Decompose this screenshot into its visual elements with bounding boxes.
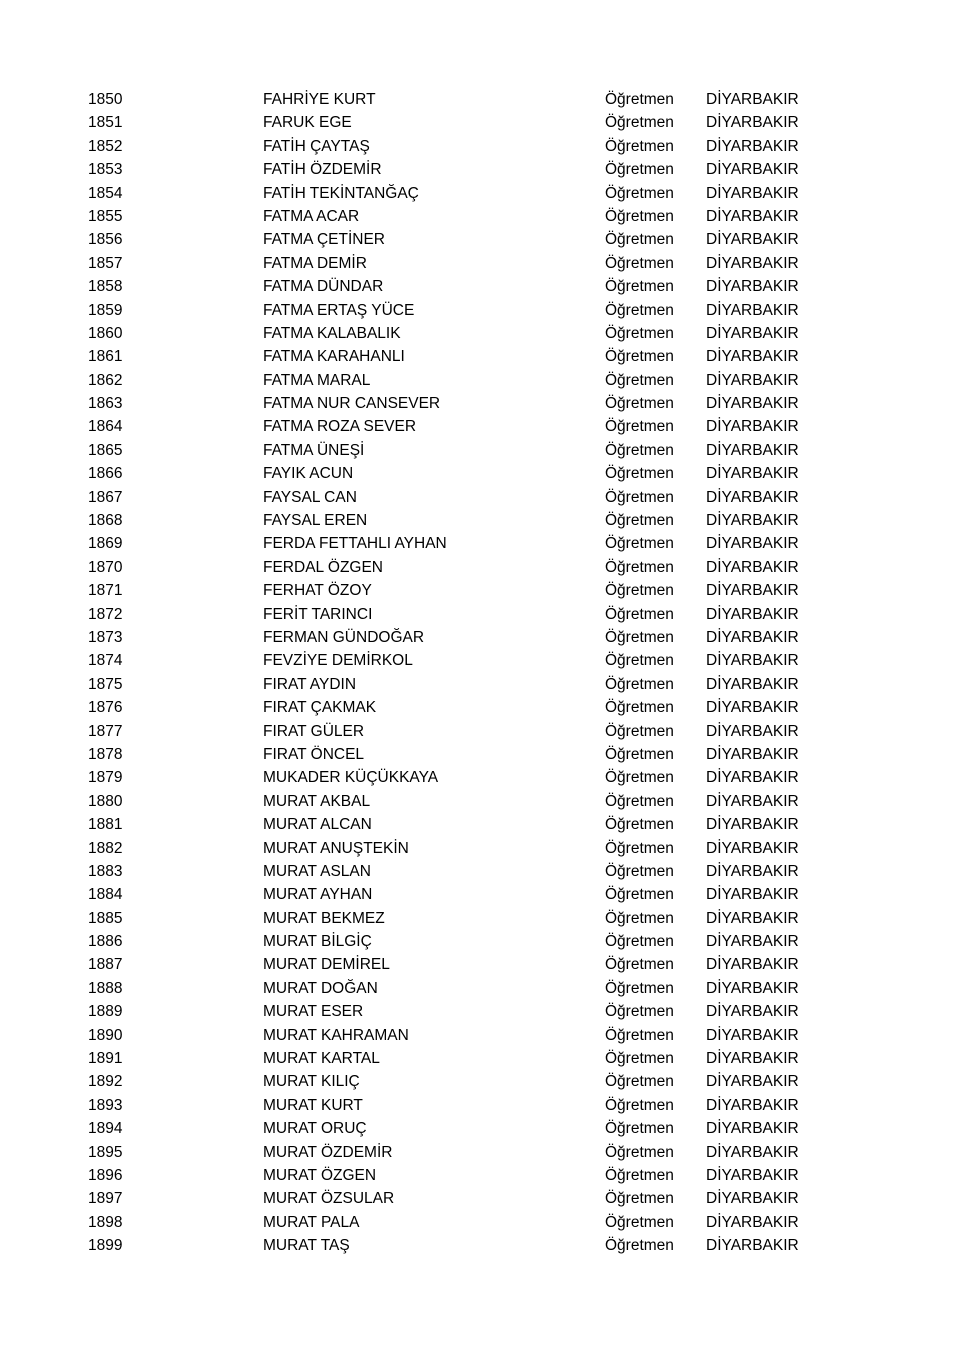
row-number: 1862: [88, 371, 123, 389]
row-role: Öğretmen: [605, 1166, 674, 1184]
table-row: [0, 1000, 960, 1023]
row-city: DİYARBAKIR: [706, 512, 799, 530]
row-city: DİYARBAKIR: [706, 862, 799, 880]
row-city: DİYARBAKIR: [706, 1190, 799, 1208]
row-name: MURAT ÖZDEMİR: [263, 1143, 393, 1161]
row-city: DİYARBAKIR: [706, 933, 799, 951]
row-city: DİYARBAKIR: [706, 1026, 799, 1044]
row-role: Öğretmen: [605, 722, 674, 740]
table-row: [0, 1094, 960, 1117]
table-row: [0, 1047, 960, 1070]
row-city: DİYARBAKIR: [706, 909, 799, 927]
row-role: Öğretmen: [605, 956, 674, 974]
row-city: DİYARBAKIR: [706, 1073, 799, 1091]
row-name: MURAT ASLAN: [263, 862, 371, 880]
row-role: Öğretmen: [605, 699, 674, 717]
row-number: 1892: [88, 1073, 123, 1091]
row-role: Öğretmen: [605, 1237, 674, 1255]
row-number: 1870: [88, 558, 123, 576]
row-number: 1890: [88, 1026, 123, 1044]
row-role: Öğretmen: [605, 933, 674, 951]
row-name: FATMA ERTAŞ YÜCE: [263, 301, 415, 319]
row-number: 1888: [88, 979, 123, 997]
row-city: DİYARBAKIR: [706, 207, 799, 225]
row-role: Öğretmen: [605, 535, 674, 553]
row-city: DİYARBAKIR: [706, 254, 799, 272]
row-name: FATMA MARAL: [263, 371, 371, 389]
row-name: FATİH ÖZDEMİR: [263, 161, 382, 179]
row-name: FIRAT ÖNCEL: [263, 745, 365, 763]
row-name: FERHAT ÖZOY: [263, 582, 372, 600]
row-name: FATMA KALABALIK: [263, 324, 401, 342]
row-number: 1876: [88, 699, 123, 717]
row-name: FERMAN GÜNDOĞAR: [263, 628, 425, 646]
row-role: Öğretmen: [605, 371, 674, 389]
row-name: MURAT BİLGİÇ: [263, 933, 372, 951]
table-row: [0, 509, 960, 532]
row-role: Öğretmen: [605, 301, 674, 319]
row-name: MURAT ORUÇ: [263, 1120, 367, 1138]
table-row: [0, 907, 960, 930]
row-city: DİYARBAKIR: [706, 441, 799, 459]
row-role: Öğretmen: [605, 675, 674, 693]
row-name: FATMA DÜNDAR: [263, 278, 384, 296]
row-city: DİYARBAKIR: [706, 348, 799, 366]
row-city: DİYARBAKIR: [706, 745, 799, 763]
row-name: MURAT AKBAL: [263, 792, 371, 810]
row-name: FATMA ACAR: [263, 207, 360, 225]
row-role: Öğretmen: [605, 254, 674, 272]
row-number: 1873: [88, 628, 123, 646]
row-role: Öğretmen: [605, 348, 674, 366]
row-role: Öğretmen: [605, 441, 674, 459]
row-role: Öğretmen: [605, 1050, 674, 1068]
table-row: [0, 556, 960, 579]
row-name: FATMA ÜNEŞİ: [263, 441, 365, 459]
row-role: Öğretmen: [605, 207, 674, 225]
table-row: [0, 369, 960, 392]
row-number: 1850: [88, 91, 123, 108]
table-row: [0, 603, 960, 626]
row-name: FAYSAL CAN: [263, 488, 357, 506]
row-number: 1857: [88, 254, 123, 272]
row-name: FATMA NUR CANSEVER: [263, 395, 441, 413]
row-role: Öğretmen: [605, 465, 674, 483]
row-role: Öğretmen: [605, 278, 674, 296]
row-city: DİYARBAKIR: [706, 605, 799, 623]
row-role: Öğretmen: [605, 1213, 674, 1231]
row-number: 1861: [88, 348, 123, 366]
row-name: FARUK EGE: [263, 114, 352, 132]
row-role: Öğretmen: [605, 909, 674, 927]
table-row: [0, 673, 960, 696]
row-city: DİYARBAKIR: [706, 114, 799, 132]
row-name: MURAT KAHRAMAN: [263, 1026, 409, 1044]
row-name: MURAT DOĞAN: [263, 979, 378, 997]
row-role: Öğretmen: [605, 979, 674, 997]
row-name: MURAT ALCAN: [263, 816, 372, 834]
row-role: Öğretmen: [605, 1003, 674, 1021]
row-number: 1852: [88, 137, 123, 155]
table-row: [0, 392, 960, 415]
row-name: FATMA ROZA SEVER: [263, 418, 417, 436]
row-city: DİYARBAKIR: [706, 886, 799, 904]
table-row: [0, 486, 960, 509]
row-city: DİYARBAKIR: [706, 278, 799, 296]
table-row: [0, 1164, 960, 1187]
row-role: Öğretmen: [605, 418, 674, 436]
row-name: MURAT ÖZGEN: [263, 1166, 377, 1184]
row-number: 1899: [88, 1237, 123, 1255]
row-number: 1869: [88, 535, 123, 553]
row-number: 1896: [88, 1166, 123, 1184]
row-name: MURAT PALA: [263, 1213, 360, 1231]
row-name: MURAT KURT: [263, 1096, 363, 1114]
row-city: DİYARBAKIR: [706, 161, 799, 179]
row-city: DİYARBAKIR: [706, 1143, 799, 1161]
row-role: Öğretmen: [605, 1073, 674, 1091]
table-row: [0, 977, 960, 1000]
row-city: DİYARBAKIR: [706, 816, 799, 834]
table-row: [0, 111, 960, 134]
table-row: [0, 883, 960, 906]
row-name: MURAT KARTAL: [263, 1050, 380, 1068]
row-role: Öğretmen: [605, 488, 674, 506]
row-number: 1871: [88, 582, 123, 600]
row-city: DİYARBAKIR: [706, 1096, 799, 1114]
row-role: Öğretmen: [605, 886, 674, 904]
table-row: [0, 1234, 960, 1257]
row-number: 1898: [88, 1213, 123, 1231]
table-row: [0, 860, 960, 883]
row-name: FATMA DEMİR: [263, 254, 367, 272]
row-name: FIRAT GÜLER: [263, 722, 365, 740]
table-row: [0, 743, 960, 766]
table-row: [0, 790, 960, 813]
table-row: [0, 299, 960, 322]
row-role: Öğretmen: [605, 745, 674, 763]
row-role: Öğretmen: [605, 862, 674, 880]
row-name: MURAT AYHAN: [263, 886, 373, 904]
table-row: [0, 1141, 960, 1164]
row-number: 1851: [88, 114, 123, 132]
row-role: Öğretmen: [605, 1120, 674, 1138]
table-row: [0, 696, 960, 719]
table-row: [0, 1211, 960, 1234]
table-row: [0, 88, 960, 111]
row-city: DİYARBAKIR: [706, 1166, 799, 1184]
row-number: 1854: [88, 184, 123, 202]
row-city: DİYARBAKIR: [706, 231, 799, 249]
row-number: 1887: [88, 956, 123, 974]
row-number: 1886: [88, 933, 123, 951]
row-city: DİYARBAKIR: [706, 535, 799, 553]
row-city: DİYARBAKIR: [706, 675, 799, 693]
row-name: MURAT ÖZSULAR: [263, 1190, 395, 1208]
row-city: DİYARBAKIR: [706, 839, 799, 857]
row-city: DİYARBAKIR: [706, 91, 799, 108]
row-number: 1866: [88, 465, 123, 483]
table-row: [0, 415, 960, 438]
row-name: MURAT BEKMEZ: [263, 909, 385, 927]
row-city: DİYARBAKIR: [706, 582, 799, 600]
table-row: [0, 626, 960, 649]
row-number: 1859: [88, 301, 123, 319]
row-number: 1872: [88, 605, 123, 623]
row-role: Öğretmen: [605, 114, 674, 132]
row-number: 1882: [88, 839, 123, 857]
row-number: 1878: [88, 745, 123, 763]
row-role: Öğretmen: [605, 324, 674, 342]
row-role: Öğretmen: [605, 1143, 674, 1161]
row-role: Öğretmen: [605, 91, 674, 108]
table-row: [0, 345, 960, 368]
row-city: DİYARBAKIR: [706, 184, 799, 202]
row-city: DİYARBAKIR: [706, 956, 799, 974]
row-name: FATİH TEKİNTANĞAÇ: [263, 184, 419, 202]
table-row: [0, 275, 960, 298]
row-number: 1874: [88, 652, 123, 670]
row-number: 1860: [88, 324, 123, 342]
row-role: Öğretmen: [605, 231, 674, 249]
row-number: 1865: [88, 441, 123, 459]
row-name: MURAT ESER: [263, 1003, 364, 1021]
row-name: FATMA KARAHANLI: [263, 348, 405, 366]
row-number: 1855: [88, 207, 123, 225]
table-row: [0, 182, 960, 205]
row-number: 1893: [88, 1096, 123, 1114]
row-city: DİYARBAKIR: [706, 652, 799, 670]
row-city: DİYARBAKIR: [706, 558, 799, 576]
row-city: DİYARBAKIR: [706, 769, 799, 787]
row-city: DİYARBAKIR: [706, 395, 799, 413]
row-city: DİYARBAKIR: [706, 465, 799, 483]
row-name: FERDA FETTAHLI AYHAN: [263, 535, 447, 553]
table-row: [0, 135, 960, 158]
row-role: Öğretmen: [605, 1190, 674, 1208]
row-city: DİYARBAKIR: [706, 699, 799, 717]
row-number: 1863: [88, 395, 123, 413]
row-name: MUKADER KÜÇÜKKAYA: [263, 769, 439, 787]
table-row: [0, 532, 960, 555]
row-name: FIRAT AYDIN: [263, 675, 357, 693]
row-city: DİYARBAKIR: [706, 137, 799, 155]
row-number: 1875: [88, 675, 123, 693]
row-city: DİYARBAKIR: [706, 792, 799, 810]
table-row: [0, 1070, 960, 1093]
row-number: 1858: [88, 278, 123, 296]
row-role: Öğretmen: [605, 1026, 674, 1044]
table-row: [0, 322, 960, 345]
row-name: MURAT KILIÇ: [263, 1073, 360, 1091]
row-name: MURAT TAŞ: [263, 1237, 350, 1255]
row-number: 1880: [88, 792, 123, 810]
row-number: 1867: [88, 488, 123, 506]
row-city: DİYARBAKIR: [706, 371, 799, 389]
row-role: Öğretmen: [605, 605, 674, 623]
document-list: [0, 88, 960, 1258]
table-row: [0, 1024, 960, 1047]
row-number: 1889: [88, 1003, 123, 1021]
row-role: Öğretmen: [605, 582, 674, 600]
row-city: DİYARBAKIR: [706, 1237, 799, 1255]
table-row: [0, 158, 960, 181]
table-row: [0, 720, 960, 743]
row-name: FIRAT ÇAKMAK: [263, 699, 377, 717]
row-number: 1883: [88, 862, 123, 880]
row-city: DİYARBAKIR: [706, 301, 799, 319]
row-number: 1879: [88, 769, 123, 787]
row-city: DİYARBAKIR: [706, 1003, 799, 1021]
row-name: FERİT TARINCI: [263, 605, 373, 623]
row-city: DİYARBAKIR: [706, 1050, 799, 1068]
row-name: MURAT ANUŞTEKİN: [263, 839, 409, 857]
table-row: [0, 205, 960, 228]
table-row: [0, 579, 960, 602]
row-role: Öğretmen: [605, 769, 674, 787]
row-role: Öğretmen: [605, 184, 674, 202]
row-name: FAYIK ACUN: [263, 465, 354, 483]
row-number: 1895: [88, 1143, 123, 1161]
row-city: DİYARBAKIR: [706, 418, 799, 436]
row-city: DİYARBAKIR: [706, 1213, 799, 1231]
row-name: FAYSAL EREN: [263, 512, 368, 530]
row-number: 1868: [88, 512, 123, 530]
row-role: Öğretmen: [605, 628, 674, 646]
table-row: [0, 228, 960, 251]
row-role: Öğretmen: [605, 161, 674, 179]
row-role: Öğretmen: [605, 395, 674, 413]
row-name: FATMA ÇETİNER: [263, 231, 386, 249]
table-row: [0, 837, 960, 860]
row-number: 1894: [88, 1120, 123, 1138]
table-row: [0, 930, 960, 953]
row-city: DİYARBAKIR: [706, 488, 799, 506]
table-row: [0, 462, 960, 485]
table-row: [0, 953, 960, 976]
row-name: FEVZİYE DEMİRKOL: [263, 652, 413, 670]
table-row: [0, 649, 960, 672]
row-number: 1884: [88, 886, 123, 904]
table-row: [0, 1117, 960, 1140]
row-role: Öğretmen: [605, 652, 674, 670]
row-city: DİYARBAKIR: [706, 979, 799, 997]
row-number: 1897: [88, 1190, 123, 1208]
table-row: [0, 252, 960, 275]
row-number: 1885: [88, 909, 123, 927]
row-number: 1853: [88, 161, 123, 179]
row-number: 1864: [88, 418, 123, 436]
row-number: 1891: [88, 1050, 123, 1068]
row-city: DİYARBAKIR: [706, 628, 799, 646]
row-role: Öğretmen: [605, 792, 674, 810]
table-row: [0, 766, 960, 789]
table-row: [0, 439, 960, 462]
row-number: 1856: [88, 231, 123, 249]
row-number: 1877: [88, 722, 123, 740]
row-role: Öğretmen: [605, 558, 674, 576]
row-city: DİYARBAKIR: [706, 722, 799, 740]
row-name: FERDAL ÖZGEN: [263, 558, 383, 576]
row-city: DİYARBAKIR: [706, 324, 799, 342]
row-role: Öğretmen: [605, 816, 674, 834]
row-role: Öğretmen: [605, 512, 674, 530]
row-number: 1881: [88, 816, 123, 834]
row-role: Öğretmen: [605, 137, 674, 155]
row-name: FAHRİYE KURT: [263, 91, 376, 108]
row-role: Öğretmen: [605, 1096, 674, 1114]
row-role: Öğretmen: [605, 839, 674, 857]
row-city: DİYARBAKIR: [706, 1120, 799, 1138]
row-name: MURAT DEMİREL: [263, 956, 390, 974]
row-name: FATİH ÇAYTAŞ: [263, 137, 370, 155]
table-row: [0, 813, 960, 836]
table-row: [0, 1187, 960, 1210]
